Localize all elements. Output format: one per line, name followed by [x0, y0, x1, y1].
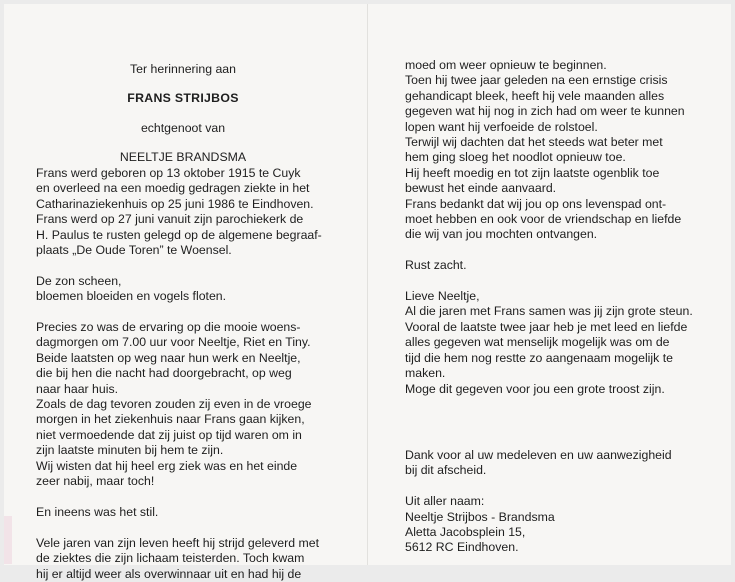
paragraph-gap — [405, 243, 699, 258]
right-text-line: bewust het einde aanvaard. — [405, 181, 557, 196]
right-text-line: hem ging sloeg het noodlot opnieuw toe. — [405, 150, 626, 165]
right-text-line: Frans bedankt dat wij jou op ons levenspad ont- — [405, 196, 667, 211]
right-text-line: tijd die hem nog restte zo aangenaam mogelijk te — [405, 350, 673, 365]
right-text-line: maken. — [405, 366, 446, 381]
spouse-name: NEELTJE BRANDSMA — [119, 150, 247, 164]
paragraph-gap — [36, 520, 330, 535]
deceased-name: FRANS STRIJBOS — [127, 91, 239, 105]
right-text-line: Lieve Neeltje, — [405, 289, 480, 304]
left-text-line: Catharinaziekenhuis op 25 juni 1986 te Eindhoven. — [36, 196, 314, 211]
closing-block — [405, 448, 715, 556]
right-text-line: lopen want hij verfoeide de rolstoel. — [405, 119, 598, 134]
left-text-line: En ineens was het stil. — [36, 504, 159, 519]
left-text-line: hij er altijd weer als overwinnaar uit en had hij de — [36, 566, 302, 581]
edge-tint — [4, 516, 12, 564]
center-fold — [367, 4, 368, 565]
thanks-line-1: Dank voor al uw medeleven en uw aanwezigheid — [405, 448, 672, 462]
left-text-line: Precies zo was de ervaring op die mooie woens- — [36, 320, 301, 335]
relation-line: echtgenoot van — [140, 121, 226, 135]
left-text-line: De zon scheen, — [36, 273, 122, 288]
left-text-line: die bij hen die nacht had doorgebracht, op weg — [36, 366, 292, 381]
left-text-line: Frans werd geboren op 13 oktober 1915 te Cuyk — [36, 166, 301, 180]
right-text-line: die wij van jou mochten ontvangen. — [405, 227, 598, 242]
right-text-line: moed om weer opnieuw te beginnen. — [405, 58, 607, 72]
left-text-line: Wij wisten dat hij heel erg ziek was en het einde — [36, 458, 298, 473]
left-text-line: Beide laatsten op weg naar hun werk en Neeltje, — [36, 350, 301, 365]
left-text-line: H. Paulus te rusten gelegd op de algemene begraaf- — [36, 227, 322, 242]
paragraph-gap — [36, 258, 330, 273]
left-text-line: zijn laatste minuten bij hem te zijn. — [36, 443, 224, 458]
paragraph-gap — [36, 305, 330, 320]
signoff-line-2: Neeltje Strijbos - Brandsma — [405, 509, 555, 524]
left-text-line: niet vermoedende dat zij juist op tijd waren om in — [36, 427, 302, 442]
remembrance-line: Ter herinnering aan — [130, 62, 236, 76]
right-text-line: moet hebben en ook voor de vriendschap en liefde — [405, 212, 682, 227]
paragraph-gap — [36, 490, 330, 505]
paragraph-gap — [405, 274, 699, 289]
left-text-line: plaats „De Oude Toren” te Woensel. — [36, 243, 232, 258]
right-text-line: gegeven wat hij nog in zich had om weer te kunnen — [405, 104, 685, 119]
memorial-card — [4, 4, 731, 581]
right-text-line: Rust zacht. — [405, 258, 467, 273]
left-text-line: zeer nabij, maar toch! — [36, 474, 155, 489]
right-text-line: Toen hij twee jaar geleden na een ernstige crisis — [405, 73, 668, 88]
right-text-line: Al die jaren met Frans samen was jij zijn grote steun. — [405, 304, 693, 319]
left-text-line: Vele jaren van zijn leven heeft hij strijd geleverd met — [36, 535, 319, 550]
left-text-line: bloemen bloeiden en vogels floten. — [36, 289, 227, 304]
signoff-line-1: Uit aller naam: — [405, 494, 485, 509]
right-text-line: Terwijl wij dachten dat het steeds wat beter met — [405, 135, 663, 150]
right-text-line: alles gegeven wat menselijk mogelijk was om de — [405, 335, 670, 350]
left-text-line: naar haar huis. — [36, 381, 119, 396]
left-text-line: Frans werd op 27 juni vanuit zijn parochiekerk de — [36, 212, 304, 227]
signoff-line-3: Aletta Jacobsplein 15, — [405, 525, 526, 540]
right-column — [405, 58, 699, 397]
right-text-line: gehandicapt bleek, heeft hij vele maanden alles — [405, 88, 665, 103]
left-text-line: de ziektes die zijn lichaam teisterden. Toch kwam — [36, 551, 305, 566]
left-text-line: morgen in het ziekenhuis naar Frans gaan kijken, — [36, 412, 305, 427]
left-column — [36, 166, 330, 582]
left-text-line: dagmorgen om 7.00 uur voor Neeltje, Riet en Tiny. — [36, 335, 311, 350]
thanks-line-2: bij dit afscheid. — [405, 463, 487, 478]
right-text-line: Moge dit gegeven voor jou een grote troost zijn. — [405, 381, 665, 396]
right-text-line: Hij heeft moedig en tot zijn laatste ogenblik toe — [405, 165, 660, 180]
left-text-line: Zoals de dag tevoren zouden zij even in de vroege — [36, 397, 312, 412]
signoff-line-4: 5612 RC Eindhoven. — [405, 540, 519, 555]
left-text-line: en overleed na een moedig gedragen ziekte in het — [36, 181, 310, 196]
right-text-line: Vooral de laatste twee jaar heb je met leed en liefde — [405, 319, 688, 334]
